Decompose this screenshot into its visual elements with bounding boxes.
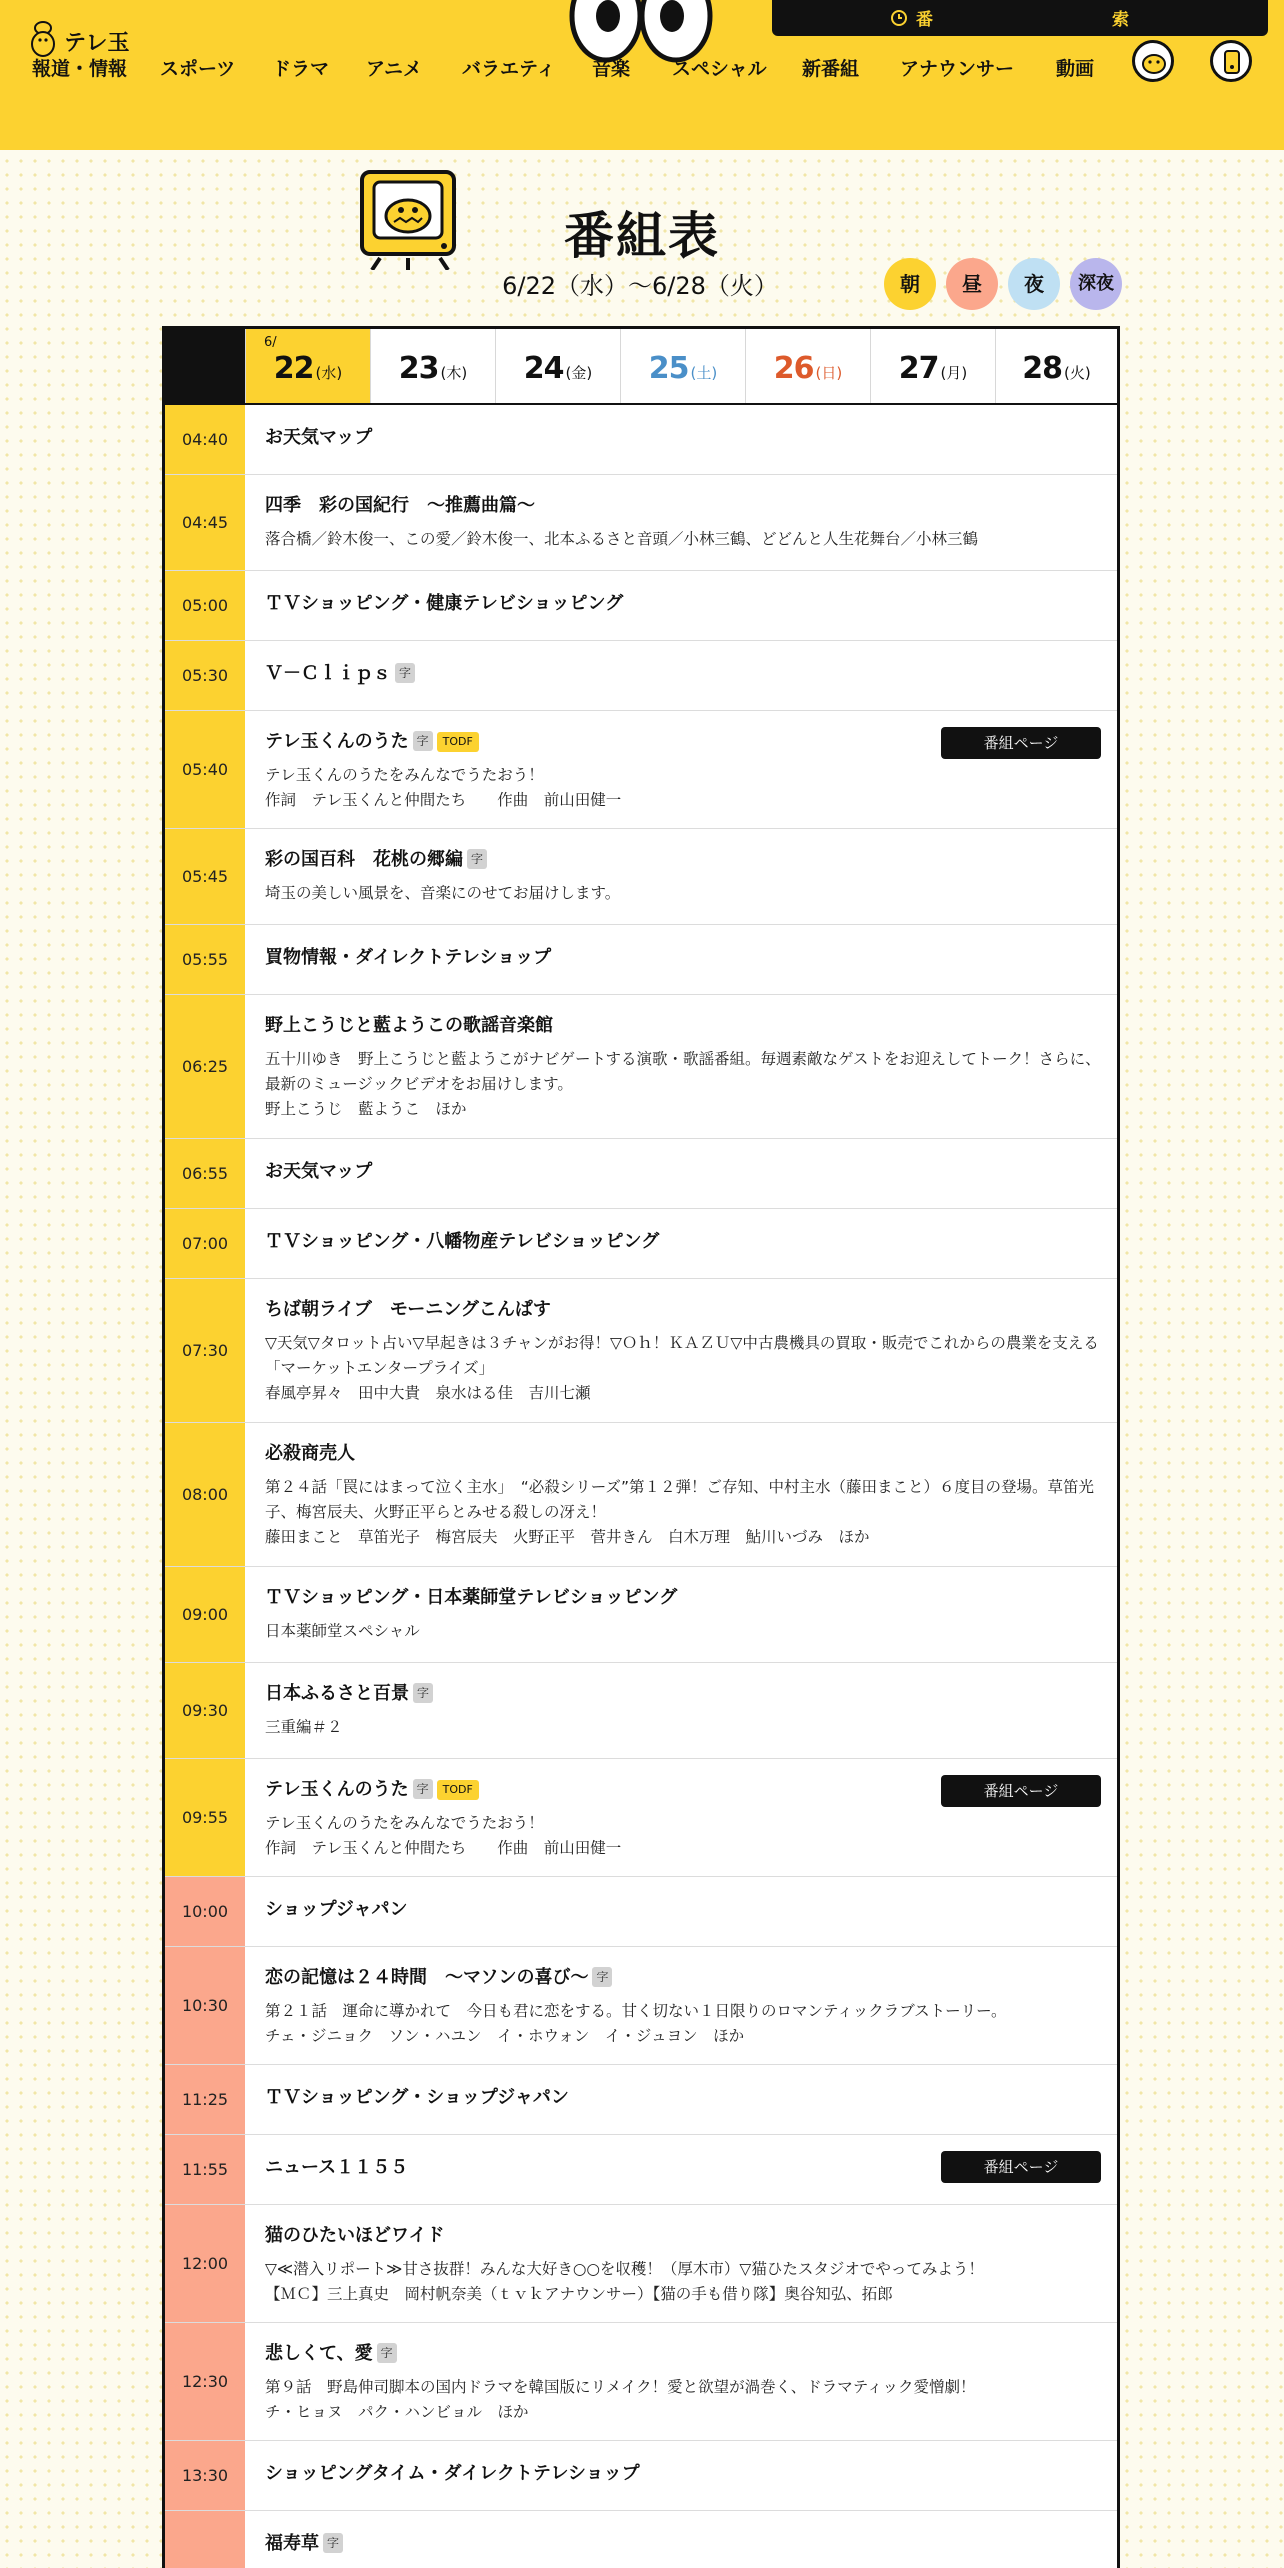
nav-item-music[interactable]: 音楽 [592, 58, 631, 80]
program-page-button[interactable]: 番組ページ [941, 2151, 1101, 2183]
program-title[interactable]: ショップジャパン [265, 1899, 408, 1920]
program-time: 13:30 [165, 2441, 245, 2510]
program-row[interactable] [165, 995, 1117, 1139]
program-title-line [265, 2531, 1101, 2557]
nav-item-videos[interactable]: 動画 [1056, 58, 1095, 80]
program-row[interactable] [165, 1279, 1117, 1423]
program-info [265, 945, 1101, 971]
nav-item-sports[interactable]: スポーツ [160, 58, 236, 80]
nav-item-news[interactable]: 報道・情報 [32, 58, 128, 80]
nav-item-variety[interactable]: バラエティ [462, 58, 556, 80]
top-utility-bar [772, 0, 1268, 36]
program-title[interactable]: お天気マップ [265, 427, 373, 448]
program-description-line: 第９話 野島伸司脚本の国内ドラマを韓国版にリメイク！愛と欲望が渦巻く、ドラマティック愛憎劇！ [265, 2378, 976, 2396]
program-title-line [265, 2341, 1101, 2367]
program-row[interactable] [165, 2135, 1117, 2205]
mascot-face-icon [1139, 47, 1169, 77]
program-info [265, 2531, 1101, 2557]
program-description [265, 2257, 1101, 2307]
day-number: 22 [273, 351, 314, 386]
program-description-line: 落合橋／鈴木俊一、この愛／鈴木俊一、北本ふるさと音頭／小林三鶴、どどんと人生花舞台／小林三鶴 [265, 530, 979, 548]
program-row[interactable] [165, 1567, 1117, 1663]
program-title[interactable]: 彩の国百科 花桃の郷編 [265, 849, 463, 870]
program-title[interactable]: 悲しくて、愛 [265, 2343, 373, 2364]
program-title[interactable]: 四季 彩の国紀行 ～推薦曲篇～ [265, 495, 535, 516]
program-title[interactable]: 野上こうじと藍ようこの歌謡音楽館 [265, 1015, 553, 1036]
program-info [265, 1297, 1101, 1406]
subtitle-badge: 字 [467, 849, 487, 869]
program-title-line [265, 1229, 1101, 1255]
program-title-line [265, 1585, 1101, 1611]
program-title-line [265, 1297, 1101, 1323]
program-time: 05:40 [165, 711, 245, 828]
program-info [265, 425, 1101, 451]
subtitle-badge: 字 [592, 1967, 612, 1987]
day-label [746, 351, 870, 386]
program-time: 10:30 [165, 1947, 245, 2064]
nav-item-special[interactable]: スペシャル [672, 58, 767, 80]
program-title[interactable]: 猫のひたいほどワイド [265, 2225, 445, 2246]
program-title-line [265, 493, 1101, 519]
program-title[interactable]: ＴＶショッピング・八幡物産テレビショッピング [265, 1231, 660, 1252]
mascot-link-1[interactable] [1132, 40, 1174, 82]
program-title-line [265, 1897, 1101, 1923]
program-description [265, 1619, 1101, 1644]
program-description [265, 1715, 1101, 1740]
program-row[interactable] [165, 829, 1117, 925]
program-time: 11:25 [165, 2065, 245, 2134]
mascot-phone-icon [1217, 47, 1247, 77]
program-title[interactable]: 日本ふるさと百景 [265, 1683, 409, 1704]
program-time: 05:30 [165, 641, 245, 710]
program-title[interactable]: テレ玉くんのうた [265, 1779, 409, 1800]
program-title[interactable]: 必殺商売人 [265, 1443, 355, 1464]
program-row[interactable] [165, 1877, 1117, 1947]
date-range: 6/22（水）〜6/28（火） [502, 272, 778, 300]
nav-item-announcers[interactable]: アナウンサー [900, 58, 1015, 80]
program-row[interactable] [165, 641, 1117, 711]
program-title[interactable]: 恋の記憶は２４時間 ～マソンの喜び～ [265, 1967, 589, 1988]
program-info [265, 847, 1101, 906]
program-time: 09:00 [165, 1567, 245, 1662]
day-tabs [165, 329, 1117, 405]
program-info [265, 2223, 1101, 2307]
program-title-line [265, 661, 1101, 687]
program-description-line: 春風亭昇々 田中大貴 泉水はる佳 吉川七瀬 [265, 1384, 591, 1402]
day-number: 25 [648, 351, 689, 386]
program-title[interactable]: お天気マップ [265, 1161, 373, 1182]
program-page-button[interactable]: 番組ページ [941, 727, 1101, 759]
day-weekday: (火) [1064, 364, 1091, 382]
program-title-line [265, 1681, 1101, 1707]
program-time: 04:40 [165, 405, 245, 474]
tv-mascot-icon [356, 166, 460, 270]
logo-text: テレ玉 [64, 31, 130, 56]
program-title-line [265, 1159, 1101, 1185]
program-row[interactable] [165, 2511, 1117, 2568]
program-info [265, 591, 1101, 617]
program-info [265, 1013, 1101, 1122]
day-number: 28 [1022, 351, 1063, 386]
program-description-line: 作詞 テレ玉くんと仲間たち 作曲 前山田健一 [265, 791, 622, 809]
nav-item-drama[interactable]: ドラマ [272, 58, 330, 80]
day-weekday: (水) [315, 364, 343, 382]
day-weekday: (金) [565, 364, 593, 382]
program-row[interactable] [165, 711, 1117, 829]
program-time [165, 2511, 245, 2568]
program-description [265, 763, 1101, 813]
day-number: 27 [898, 351, 939, 386]
todf-badge: TODF [437, 1780, 479, 1800]
program-page-button[interactable]: 番組ページ [941, 1775, 1101, 1807]
program-info [265, 1159, 1101, 1185]
subtitle-badge: 字 [413, 1779, 433, 1799]
program-title-line [265, 847, 1101, 873]
day-tab-23[interactable] [370, 329, 495, 403]
program-time: 07:00 [165, 1209, 245, 1278]
program-time: 09:30 [165, 1663, 245, 1758]
time-button-late-night[interactable]: 深夜 [1070, 258, 1122, 310]
program-time: 12:30 [165, 2323, 245, 2440]
day-tab-26[interactable] [745, 329, 870, 403]
day-month: 6/ [264, 335, 277, 350]
nav-item-anime[interactable]: アニメ [366, 58, 423, 80]
day-weekday: (土) [690, 364, 718, 382]
time-button-evening[interactable]: 夜 [1008, 258, 1060, 310]
day-tab-22[interactable] [245, 329, 370, 403]
subtitle-badge: 字 [413, 731, 433, 751]
program-time: 11:55 [165, 2135, 245, 2204]
program-title[interactable]: 福寿草 [265, 2533, 319, 2554]
program-info [265, 1585, 1101, 1644]
mascot-link-2[interactable] [1210, 40, 1252, 82]
time-button-morning[interactable]: 朝 [884, 258, 936, 310]
program-time: 10:00 [165, 1877, 245, 1946]
program-description [265, 527, 1101, 552]
program-description-line: チ・ヒョヌ パク・ハンビョル ほか [265, 2403, 529, 2421]
program-description-line: ▽≪潜入リポート≫甘さ抜群！みんな大好き○○を収穫！（厚木市）▽猫ひたスタジオでやってみよう！ [265, 2260, 984, 2278]
program-row[interactable] [165, 925, 1117, 995]
program-description-line: テレ玉くんのうたをみんなでうたおう！ [265, 766, 544, 784]
program-description-line: ▽天気▽タロット占い▽早起きは３チャンがお得！▽Ｏｈ！ＫＡＺＵ▽中古農機具の買取・販売でこれからの農業を支える「マーケットエンタープライズ」 [265, 1334, 1099, 1377]
program-title[interactable]: テレ玉くんのうた [265, 731, 409, 752]
day-tab-25[interactable] [620, 329, 745, 403]
program-time: 12:00 [165, 2205, 245, 2322]
program-info [265, 1229, 1101, 1255]
program-description [265, 1475, 1101, 1550]
day-number: 26 [773, 351, 814, 386]
program-description [265, 1331, 1101, 1406]
program-description [265, 2375, 1101, 2425]
program-title[interactable]: ショッピングタイム・ダイレクトテレショップ [265, 2463, 640, 2484]
subtitle-badge: 字 [377, 2343, 397, 2363]
topbar-schedule-link[interactable]: 番 [916, 10, 933, 30]
day-label [371, 351, 495, 386]
program-row[interactable] [165, 2323, 1117, 2441]
program-row[interactable] [165, 1209, 1117, 1279]
todf-badge: TODF [437, 732, 479, 752]
program-description-line: 【ＭＣ】三上真史 岡村帆奈美（ｔｖｋアナウンサー）【猫の手も借り隊】奥谷知弘、拓郎 [265, 2285, 893, 2303]
program-title[interactable]: Ｖ－Ｃｌｉｐｓ [265, 663, 391, 684]
program-title-line [265, 591, 1101, 617]
program-time: 09:55 [165, 1759, 245, 1876]
program-time: 06:55 [165, 1139, 245, 1208]
program-description-line: チェ・ジニョク ソン・ハユン イ・ホウォン イ・ジュヨン ほか [265, 2027, 745, 2045]
program-description-line: 三重編＃２ [265, 1718, 343, 1736]
subtitle-badge: 字 [323, 2533, 343, 2553]
program-title-line [265, 945, 1101, 971]
topbar-search-link[interactable]: 索 [1112, 10, 1129, 30]
program-title[interactable]: ＴＶショッピング・ショップジャパン [265, 2087, 569, 2108]
program-time: 06:25 [165, 995, 245, 1138]
day-number: 24 [523, 351, 564, 386]
program-info [265, 1681, 1101, 1740]
program-description-line: 作詞 テレ玉くんと仲間たち 作曲 前山田健一 [265, 1839, 622, 1857]
program-row[interactable] [165, 1947, 1117, 2065]
program-title[interactable]: 買物情報・ダイレクトテレショップ [265, 947, 552, 968]
program-title-line [265, 2223, 1101, 2249]
program-time: 04:45 [165, 475, 245, 570]
header-zigzag-edge [0, 132, 1284, 154]
day-weekday: (月) [940, 364, 968, 382]
program-time: 05:45 [165, 829, 245, 924]
day-tab-28[interactable] [995, 329, 1117, 403]
program-description-line: 埼玉の美しい風景を、音楽にのせてお届けします。 [265, 884, 621, 902]
site-header [0, 0, 1284, 150]
program-description-line: 第２４話「罠にはまって泣く主水」 “必殺シリーズ”第１２弾！ご存知、中村主水（藤田まこと）６度目の登場。草笛光子、梅宮辰夫、火野正平らとみせる殺しの冴え！ [265, 1478, 1095, 1521]
program-info [265, 1897, 1101, 1923]
program-time: 05:55 [165, 925, 245, 994]
program-title-line [265, 2085, 1101, 2111]
program-title-line [265, 1441, 1101, 1467]
time-button-noon[interactable]: 昼 [946, 258, 998, 310]
day-header-corner [165, 329, 245, 403]
program-info [265, 1441, 1101, 1550]
program-row[interactable] [165, 1759, 1117, 1877]
day-tab-24[interactable] [495, 329, 620, 403]
program-row[interactable] [165, 1139, 1117, 1209]
program-row[interactable] [165, 2205, 1117, 2323]
day-tab-27[interactable] [870, 329, 995, 403]
program-info [265, 2341, 1101, 2425]
program-info [265, 2085, 1101, 2111]
clock-icon[interactable] [890, 9, 908, 27]
day-label [996, 351, 1117, 386]
program-info [265, 493, 1101, 552]
program-info [265, 1965, 1101, 2049]
program-title[interactable]: ＴＶショッピング・日本薬師堂テレビショッピング [265, 1587, 678, 1608]
program-title[interactable]: ＴＶショッピング・健康テレビショッピング [265, 593, 624, 614]
program-description-line: 日本薬師堂スペシャル [265, 1622, 420, 1640]
program-title[interactable]: ちば朝ライブ モーニングこんぱす [265, 1299, 551, 1320]
program-row[interactable] [165, 571, 1117, 641]
program-info [265, 2461, 1101, 2487]
nav-item-new-programs[interactable]: 新番組 [802, 58, 860, 80]
program-info [265, 661, 1101, 687]
program-description-line: 藤田まこと 草笛光子 梅宮辰夫 火野正平 菅井きん 白木万理 鮎川いづみ ほか [265, 1528, 870, 1546]
program-description-line: 五十川ゆき 野上こうじと藍ようこがナビゲートする演歌・歌謡番組。毎週素敵なゲストをお迎えしてトーク！さらに、最新のミュージックビデオをお届けします。 [265, 1050, 1101, 1093]
page-title: 番組表 [564, 207, 720, 265]
program-time: 08:00 [165, 1423, 245, 1566]
program-description-line: 野上こうじ 藍ようこ ほか [265, 1100, 467, 1118]
day-label [496, 351, 620, 386]
program-row[interactable] [165, 1663, 1117, 1759]
subtitle-badge: 字 [395, 663, 415, 683]
program-description-line: テレ玉くんのうたをみんなでうたおう！ [265, 1814, 544, 1832]
day-weekday: (木) [440, 364, 468, 382]
program-row[interactable] [165, 405, 1117, 475]
day-label [246, 351, 370, 386]
program-time: 05:00 [165, 571, 245, 640]
program-row[interactable] [165, 2065, 1117, 2135]
day-number: 23 [398, 351, 439, 386]
program-title-line [265, 1965, 1101, 1991]
program-title-line [265, 425, 1101, 451]
program-title-line [265, 1013, 1101, 1039]
program-description [265, 1811, 1101, 1861]
program-row[interactable] [165, 2441, 1117, 2511]
program-title-line [265, 2461, 1101, 2487]
program-time: 07:30 [165, 1279, 245, 1422]
main-nav [0, 54, 1284, 84]
subtitle-badge: 字 [413, 1683, 433, 1703]
program-description [265, 881, 1101, 906]
program-title[interactable]: ニュース１１５５ [265, 2157, 409, 2178]
day-label [871, 351, 995, 386]
day-label [621, 351, 745, 386]
program-row[interactable] [165, 1423, 1117, 1567]
program-description [265, 1047, 1101, 1122]
program-row[interactable] [165, 475, 1117, 571]
mascot-logo-icon [30, 18, 56, 58]
program-description [265, 1999, 1101, 2049]
program-description-line: 第２１話 運命に導かれて 今日も君に恋をする。甘く切ない１日限りのロマンティックラブストーリー。 [265, 2002, 1007, 2020]
schedule-table [162, 326, 1120, 2568]
day-weekday: (日) [815, 364, 843, 382]
